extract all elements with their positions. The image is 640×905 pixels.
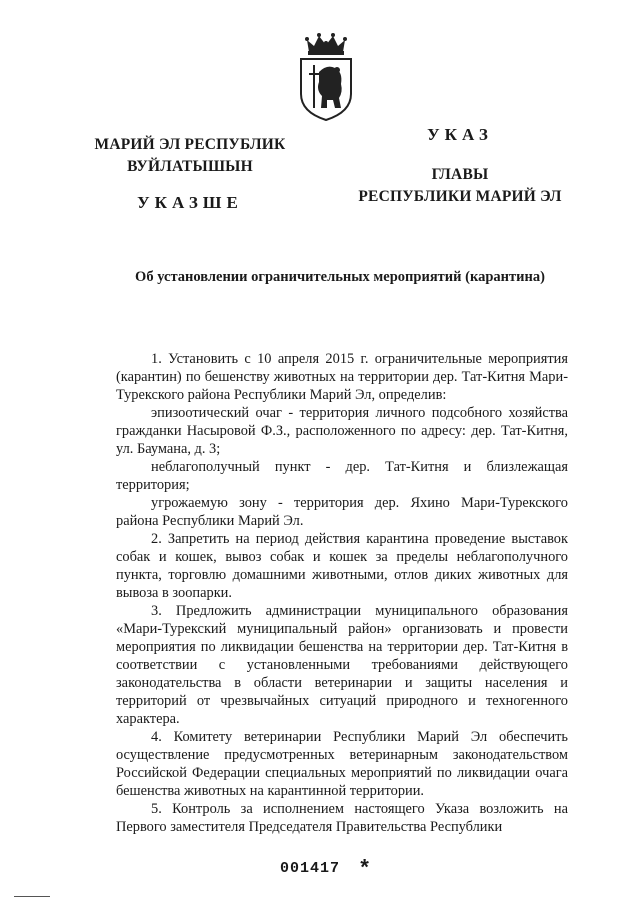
- header-right-line1: ГЛАВЫ: [431, 166, 489, 183]
- corner-line: [14, 896, 50, 897]
- header-right-line2: РЕСПУБЛИКИ МАРИЙ ЭЛ: [358, 188, 562, 205]
- header-right-title: УКАЗ: [427, 125, 493, 144]
- header-left-line1: МАРИЙ ЭЛ РЕСПУБЛИК: [94, 136, 286, 153]
- header-left: [70, 134, 310, 214]
- paragraph-3: 3. Предложить администрации муниципального образования «Мари-Турекский муниципальный район» организовать и провести мероприятия по ликвидации бешенства на территории дер. Тат-Китня в соответствии с установленными требованиями действующего законодательства в области ветеринарии и защиты населения и территорий от чрезвычайных ситуаций природного и техногенного характера.: [116, 603, 568, 727]
- coat-of-arms-icon: [297, 32, 355, 122]
- asterisk-mark: *: [358, 857, 373, 882]
- paragraph-threatened-zone: угрожаемую зону - территория дер. Яхино Мари-Турекского района Республики Марий Эл.: [116, 495, 568, 529]
- paragraph-2: 2. Запретить на период действия карантина проведение выставок собак и кошек, вывоз собак и кошек за пределы неблагополучного пункта, торговлю домашними животными, отлов диких животных для вывоза в зоопарки.: [116, 531, 568, 601]
- document-title: Об установлении ограничительных мероприятий (карантина): [135, 269, 545, 285]
- paragraph-1: 1. Установить с 10 апреля 2015 г. ограничительные мероприятия (карантин) по бешенству животных на территории дер. Тат-Китня Мари-Турекского района Республики Марий Эл, определив:: [116, 351, 568, 403]
- document-number: [280, 857, 372, 882]
- paragraph-epizootic-focus: эпизоотический очаг - территория личного подсобного хозяйства гражданки Насыровой Ф.З., расположенного по адресу: дер. Тат-Китня, ул. Баумана, д. 3;: [116, 405, 568, 457]
- paragraph-unfavorable-point: неблагополучный пункт - дер. Тат-Китня и близлежащая территория;: [116, 459, 568, 493]
- header-left-title: УКАЗШЕ: [137, 193, 243, 212]
- paragraph-4: 4. Комитету ветеринарии Республики Марий Эл обеспечить осуществление предусмотренных ветеринарным законодательством Российской Федерации специальных мероприятий по ликвидации очага бешенства животных на карантинной территории.: [116, 729, 568, 799]
- header-left-line2: ВУЙЛАТЫШЫН: [127, 158, 253, 175]
- document-number-value: 001417: [280, 860, 341, 877]
- document-body: [116, 350, 568, 836]
- paragraph-5: 5. Контроль за исполнением настоящего Указа возложить на Первого заместителя Председателя Правительства Республики: [116, 801, 568, 835]
- header-right: [350, 124, 570, 208]
